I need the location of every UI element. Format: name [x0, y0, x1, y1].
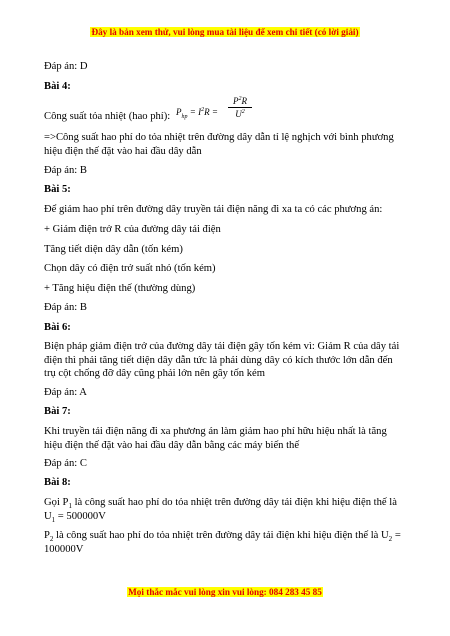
option-line: Chọn dây có điện trở suất nhỏ (tốn kém): [44, 263, 216, 274]
power-loss-label: Công suất tỏa nhiệt (hao phí):: [44, 111, 171, 122]
power-loss-formula: [176, 96, 256, 130]
formula-denominator: $U^2$: [235, 109, 245, 119]
answer-line: Đáp án: A: [44, 387, 87, 398]
paragraph-bai8-p2: $P_2$ là công suất hao phí do tỏa nhiệt trên đường dây tải điện khi hiệu điện thế là $U_2 = 100000V$: [44, 530, 401, 555]
paragraph-bai7: Khi truyền tải điện năng đi xa phương án làm giảm hao phí hữu hiệu nhất là tăng hiệu điện thế đặt vào hai đầu dây dẫn bằng các máy biến thế: [44, 426, 387, 451]
answer-line: Đáp án: B: [44, 165, 87, 176]
contact-notice-banner: [0, 587, 450, 597]
paragraph-bai5: Để giảm hao phí trên đường dây truyền tải điện năng đi xa ta có các phương án:: [44, 204, 383, 215]
paragraph-bai6: Biện pháp giảm điện trở của đường dây tải điện gây tốn kém vì: Giảm R của dây tải điện thì phải tăng tiết diện dây dẫn tức là phải dùng dây có kích thước lớn dẫn đến trụ cột chống đỡ dây cũng phải lớn nên gây tốn kém: [44, 341, 400, 380]
contact-notice-text: Mọi thắc mắc vui lòng xin vui lòng: 084 283 45 85: [128, 587, 322, 597]
formula-numerator: $P^2R$: [228, 96, 252, 108]
option-line: Tăng tiết diện dây dẫn (tốn kém): [44, 244, 183, 255]
formula-lhs: $P_{hp} = I^2R$ =: [176, 107, 218, 120]
answer-line: Đáp án: D: [44, 61, 88, 72]
section-heading-bai7: Bài 7:: [44, 406, 71, 417]
answer-line: Đáp án: B: [44, 302, 87, 313]
answer-line: Đáp án: C: [44, 458, 87, 469]
formula-fraction: [228, 96, 252, 119]
paragraph-bai8-p1: Gọi $P_1$ là công suất hao phí do tỏa nhiệt trên đường dây tải điện khi hiệu điện thế là $U_1 = 500000V$: [44, 497, 397, 524]
option-line: + Tăng hiệu điện thế (thường dùng): [44, 283, 196, 294]
preview-notice-text: Đây là bản xem thử, vui lòng mua tài liệu để xem chi tiết (có lời giải): [91, 27, 359, 37]
option-line: + Giảm điện trở R của đường dây tải điện: [44, 224, 221, 235]
section-heading-bai6: Bài 6:: [44, 322, 71, 333]
preview-notice-banner: [0, 27, 450, 37]
section-heading-bai4: Bài 4:: [44, 81, 71, 92]
paragraph-bai4: =>Công suất hao phí do tỏa nhiệt trên đường dây dẫn tỉ lệ nghịch với bình phương hiệu điện thế đặt vào hai đầu dây dẫn: [44, 132, 394, 157]
section-heading-bai8: Bài 8:: [44, 477, 71, 488]
section-heading-bai5: Bài 5:: [44, 184, 71, 195]
